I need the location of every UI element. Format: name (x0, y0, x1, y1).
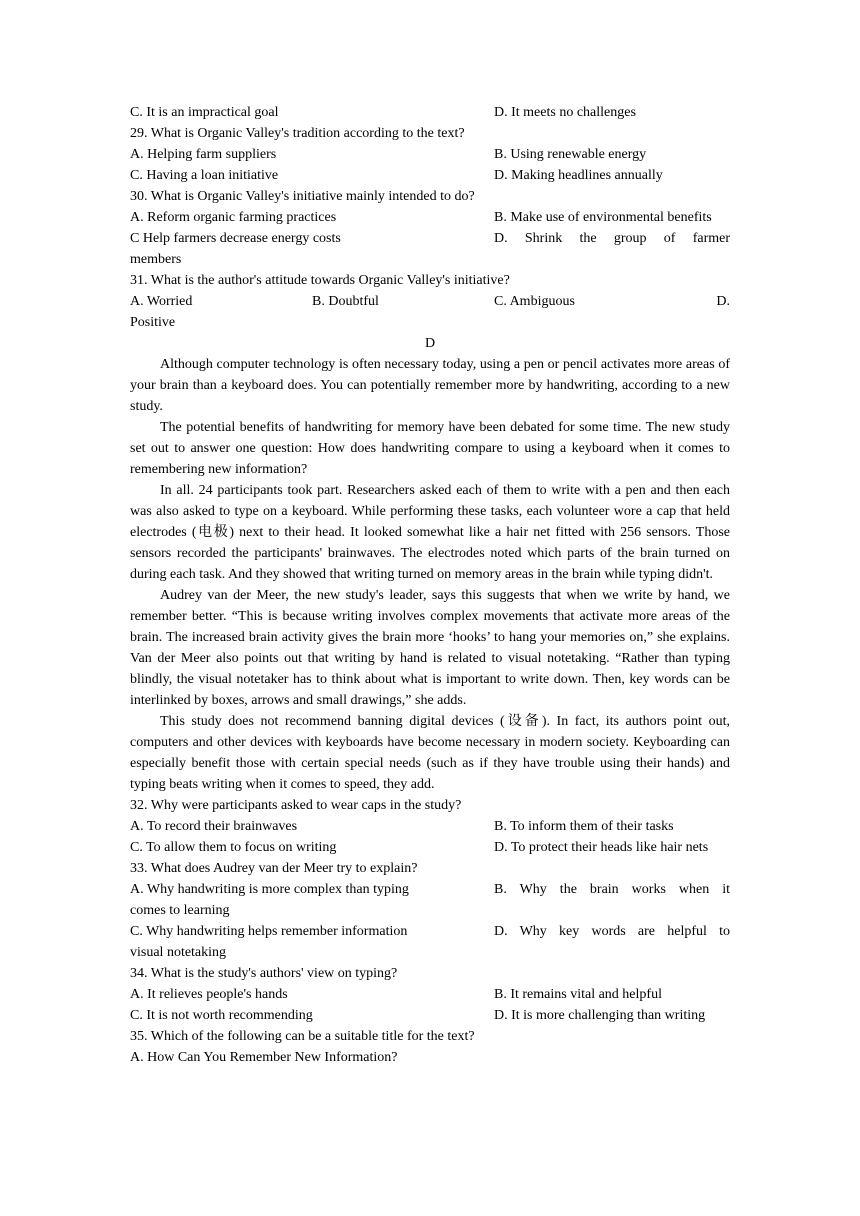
q30-option-a: A. Reform organic farming practices (130, 210, 337, 225)
q33-option-b-continued: comes to learning (130, 903, 230, 918)
q32-option-c: C. To allow them to focus on writing (130, 840, 337, 855)
q30-option-b: B. Make use of environmental benefits (494, 210, 712, 225)
q30-stem: 30. What is Organic Valley's initiative mainly intended to do? (130, 189, 475, 204)
q32-options-ab (130, 816, 730, 837)
q35-stem: 35. Which of the following can be a suitable title for the text? (130, 1029, 475, 1044)
q32-stem: 32. Why were participants asked to wear caps in the study? (130, 798, 462, 813)
section-title: D (424, 336, 436, 351)
q30-options-cd (130, 228, 730, 249)
passage-paragraph: In all. 24 participants took part. Researchers asked each of them to write with a pen and then each was also asked to type on a keyboard. While performing these tasks, each volunteer wore a cap that held electrodes (电极) next to their head. It looked somewhat like a hair net fitted with 256 sensors. Those sensors recorded the participants' brainwaves. The electrodes noted which parts of the brain turned on during each task. And they showed that writing turned on memory areas in the brain while typing didn't. (130, 483, 730, 582)
q32-option-b: B. To inform them of their tasks (494, 819, 674, 834)
q29-option-c: C. Having a loan initiative (130, 168, 279, 183)
passage-paragraph: This study does not recommend banning digital devices (设备). In fact, its authors point out, computers and other devices with keyboards have become necessary in modern society. Keyboarding can especially benefit those with certain special needs (such as if they have trouble using their hands) and typing beats writing when it comes to speed, they add. (130, 714, 730, 792)
q34-options-cd (130, 1005, 730, 1026)
q32-option-a: A. To record their brainwaves (130, 819, 298, 834)
q31-option-a: A. Worried (130, 294, 193, 309)
q32-option-d: D. To protect their heads like hair nets (494, 840, 709, 855)
q30-option-d: D. Shrink the group of farmer (494, 231, 730, 246)
q34-option-d: D. It is more challenging than writing (494, 1008, 706, 1023)
q34-option-c: C. It is not worth recommending (130, 1008, 313, 1023)
q28-option-d: D. It meets no challenges (494, 105, 636, 120)
passage-paragraph: Although computer technology is often necessary today, using a pen or pencil activates more areas of your brain than a keyboard does. You can potentially remember more by handwriting, according to a new study. (130, 357, 730, 414)
q32-options-cd (130, 837, 730, 858)
q33-stem: 33. What does Audrey van der Meer try to explain? (130, 861, 418, 876)
q33-option-a: A. Why handwriting is more complex than typing (130, 882, 409, 897)
q30-option-c: C Help farmers decrease energy costs (130, 231, 341, 246)
q35-option-a: A. How Can You Remember New Information? (130, 1050, 398, 1065)
q33-option-c: C. Why handwriting helps remember information (130, 924, 408, 939)
q31-stem: 31. What is the author's attitude towards Organic Valley's initiative? (130, 273, 510, 288)
q29-options-cd (130, 165, 730, 186)
q30-options-ab (130, 207, 730, 228)
q34-options-ab (130, 984, 730, 1005)
q34-stem: 34. What is the study's authors' view on typing? (130, 966, 398, 981)
q31-option-b: B. Doubtful (312, 294, 379, 309)
q28-options-cd (130, 102, 730, 123)
document-page (130, 102, 730, 1068)
q29-options-ab (130, 144, 730, 165)
q33-option-d-continued: visual notetaking (130, 945, 227, 960)
q33-option-d: D. Why key words are helpful to (494, 924, 730, 939)
q33-options-cd (130, 921, 730, 942)
q30-option-d-continued: members (130, 252, 182, 267)
q34-option-a: A. It relieves people's hands (130, 987, 288, 1002)
q33-option-b: B. Why the brain works when it (494, 882, 730, 897)
q31-option-d: D. (716, 294, 730, 309)
q29-option-a: A. Helping farm suppliers (130, 147, 277, 162)
q29-option-d: D. Making headlines annually (494, 168, 663, 183)
passage-paragraph: The potential benefits of handwriting for memory have been debated for some time. The new study set out to answer one question: How does handwriting compare to using a keyboard when it comes to remembering new information? (130, 420, 730, 477)
q28-option-c: C. It is an impractical goal (130, 105, 279, 120)
q33-options-ab (130, 879, 730, 900)
q34-option-b: B. It remains vital and helpful (494, 987, 662, 1002)
q29-stem: 29. What is Organic Valley's tradition according to the text? (130, 126, 465, 141)
q31-option-d-continued: Positive (130, 315, 176, 330)
q31-options (130, 291, 730, 312)
q29-option-b: B. Using renewable energy (494, 147, 647, 162)
q31-option-c: C. Ambiguous (494, 294, 575, 309)
passage-paragraph: Audrey van der Meer, the new study's leader, says this suggests that when we write by hand, we remember better. “This is because writing involves complex movements that activate more areas of the brain. The increased brain activity gives the brain more ‘hooks’ to hang your memories on,” she explains. Van der Meer also points out that writing by hand is related to visual notetaking. “Rather than typing blindly, the visual notetaker has to think about what is important to write down. Then, key words can be interlinked by boxes, arrows and small drawings,” she adds. (130, 588, 730, 708)
